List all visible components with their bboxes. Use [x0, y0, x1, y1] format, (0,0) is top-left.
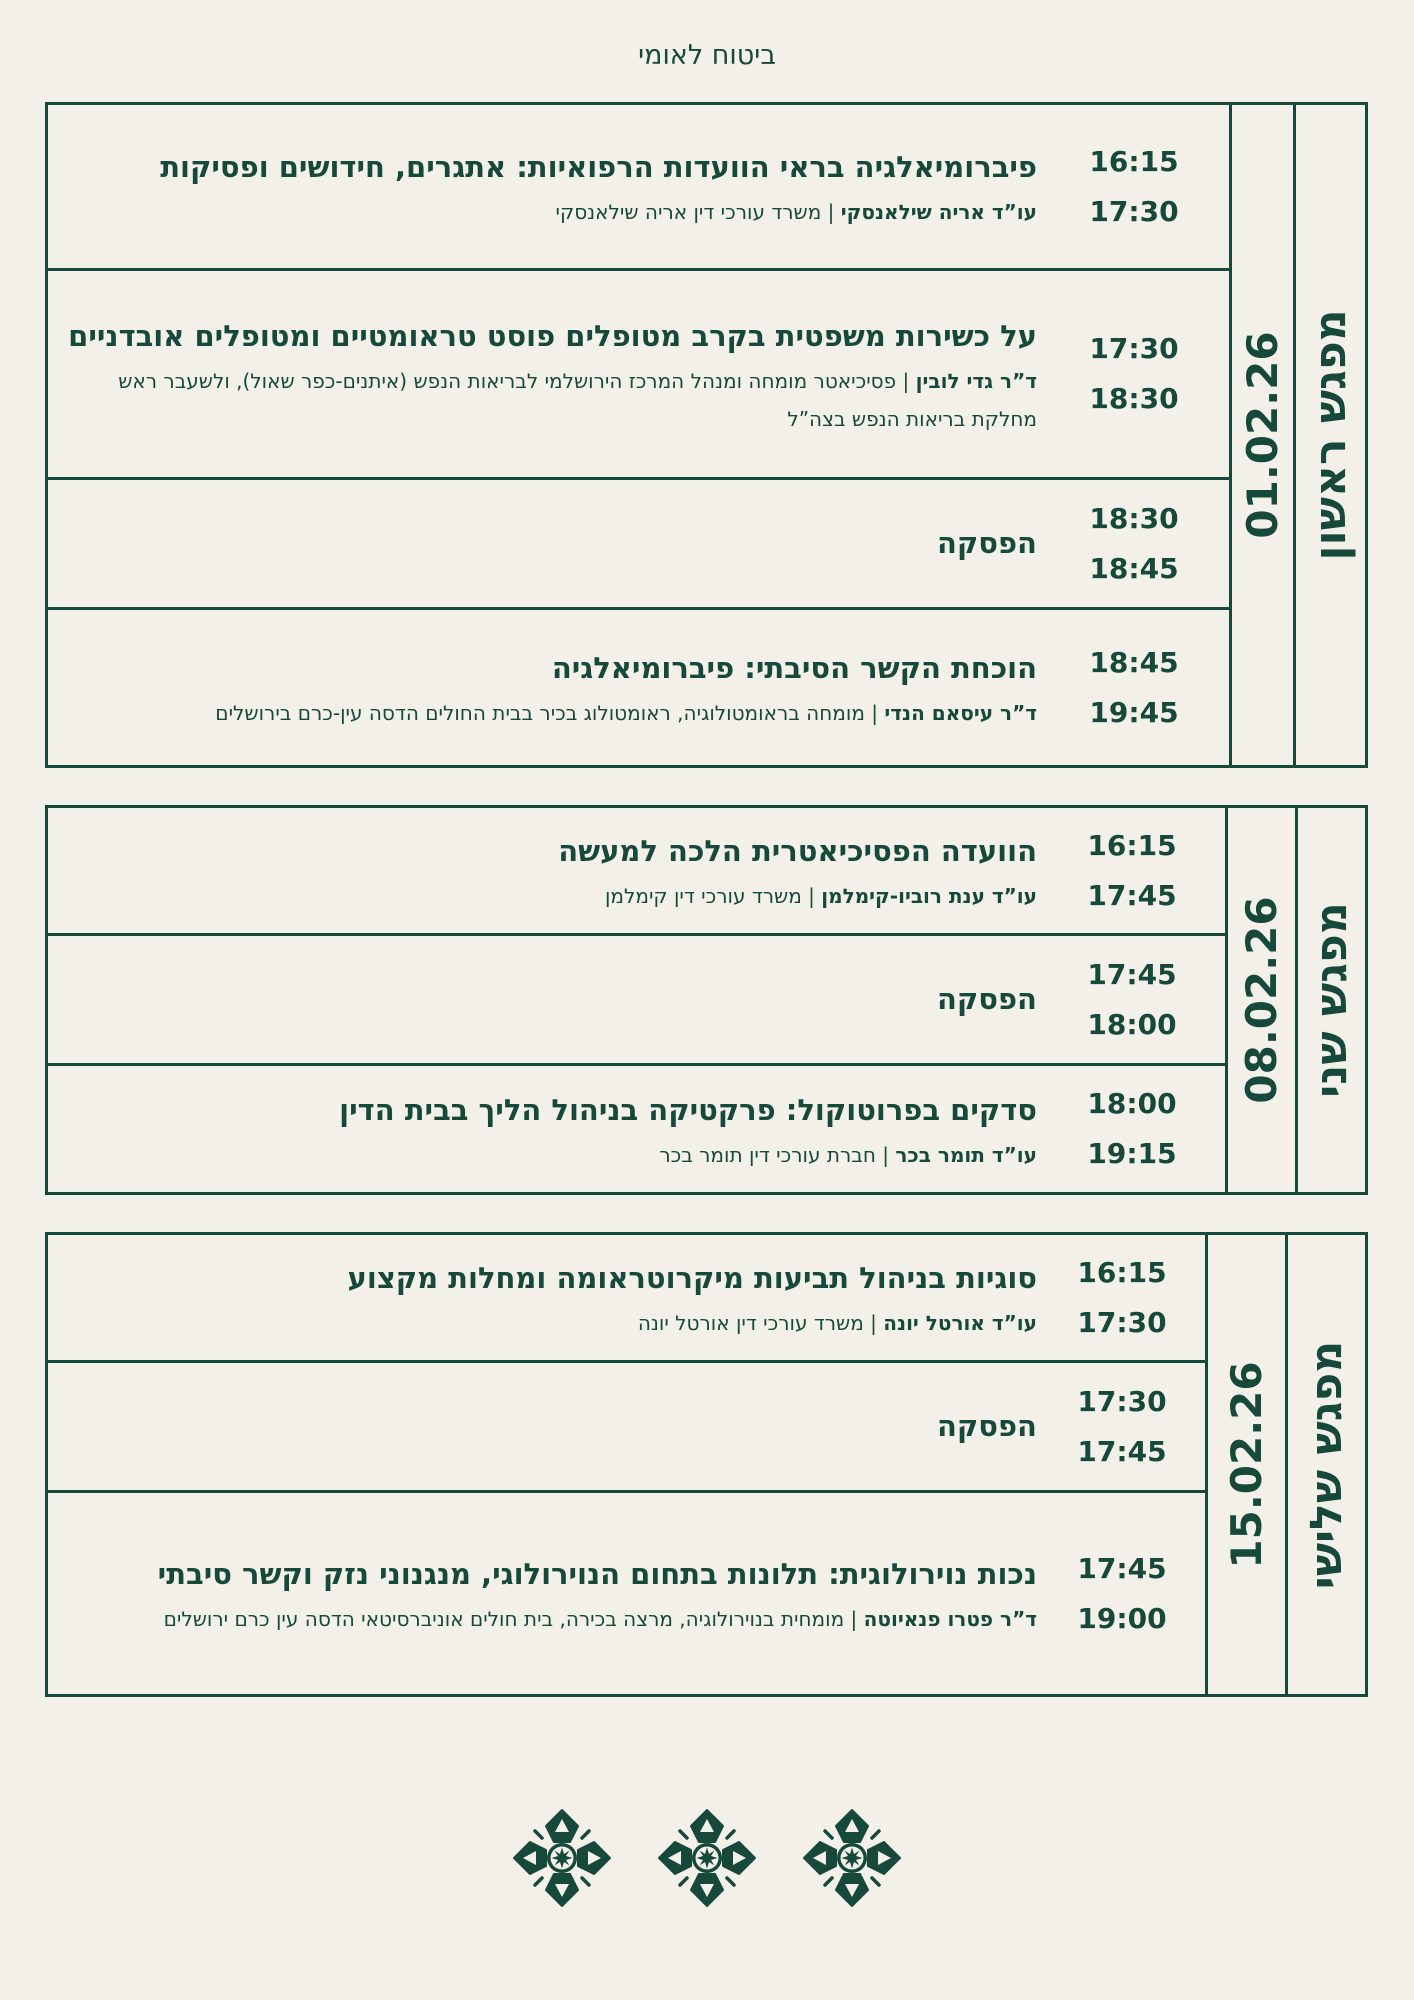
end-time: 19:00	[1077, 1601, 1167, 1635]
lecture-title: הוועדה הפסיכיאטרית הלכה למעשה	[558, 834, 1037, 868]
end-time: 18:45	[1089, 551, 1179, 585]
lecture-details	[48, 301, 1039, 448]
schedule	[45, 102, 1368, 1734]
time-range	[1039, 1377, 1205, 1477]
speaker-affiliation: משרד עורכי דין קימלמן	[604, 884, 802, 908]
ornament-icon	[802, 1808, 902, 1908]
break-details	[48, 508, 1039, 579]
speaker-name: עו”ד ענת רוביו-קימלמן	[821, 884, 1037, 908]
separator: |	[870, 1311, 877, 1335]
schedule-row	[48, 1066, 1225, 1192]
separator: |	[882, 1142, 890, 1167]
separator: |	[871, 701, 879, 725]
speaker-affiliation: פסיכיאטר מומחה ומנהל המרכז הירושלמי לבריאות הנפש (איתנים-כפר שאול), ולשעבר ראש מחלקת בריאות הנפש בצה”ל	[118, 368, 1037, 431]
speaker-line	[64, 694, 1037, 732]
start-time: 17:45	[1077, 1551, 1167, 1585]
break-row	[48, 480, 1229, 610]
lecture-details	[48, 1539, 1039, 1648]
speaker-line	[64, 362, 1037, 438]
organization-title: ביטוח לאומי	[638, 40, 776, 71]
end-time: 19:45	[1089, 695, 1179, 729]
end-time: 19:15	[1087, 1137, 1177, 1170]
session-label: מפגש שני	[1305, 902, 1357, 1098]
end-time: 18:30	[1089, 382, 1179, 415]
time-range	[1039, 324, 1229, 424]
session-label-column	[1293, 105, 1365, 765]
session-3	[45, 1232, 1368, 1697]
schedule-row	[48, 1235, 1205, 1363]
lecture-title: פיברומיאלגיה בראי הוועדות הרפואיות: אתגרים, חידושים ופסיקות	[160, 150, 1037, 184]
session-label: מפגש שלישי	[1300, 1340, 1352, 1589]
start-time: 17:45	[1087, 957, 1177, 991]
session-rows	[48, 808, 1225, 1192]
session-rows	[48, 1235, 1205, 1694]
ornament-icon	[512, 1808, 612, 1908]
speaker-name: עו”ד תומר בכר	[895, 1142, 1037, 1167]
separator: |	[902, 368, 910, 393]
start-time: 18:00	[1087, 1087, 1177, 1120]
schedule-row	[48, 105, 1229, 271]
start-time: 16:15	[1089, 144, 1179, 178]
lecture-title: סוגיות בניהול תביעות מיקרוטראומה ומחלות מקצוע	[347, 1261, 1037, 1295]
speaker-name: עו”ד אריה שילאנסקי	[840, 200, 1037, 224]
session-date-column	[1225, 808, 1295, 1192]
break-details	[48, 964, 1039, 1035]
start-time: 17:30	[1089, 332, 1179, 365]
lecture-title: על כשירות משפטית בקרב מטופלים פוסט טראומטיים ומטופלים אובדניים	[68, 318, 1037, 353]
speaker-name: ד”ר עיסאם הנדי	[884, 701, 1037, 725]
time-range	[1039, 1079, 1225, 1179]
speaker-name: ד”ר פטרו פנאיוטה	[863, 1607, 1037, 1631]
session-label-column	[1295, 808, 1365, 1192]
start-time: 18:30	[1089, 501, 1179, 535]
break-title: הפסקה	[937, 1409, 1037, 1443]
lecture-details	[48, 1243, 1039, 1352]
end-time: 17:45	[1077, 1434, 1167, 1468]
speaker-line	[64, 1304, 1037, 1342]
footer-ornaments	[0, 1808, 1414, 1908]
schedule-row	[48, 1493, 1205, 1694]
time-range	[1039, 1248, 1205, 1348]
lecture-details	[48, 1075, 1039, 1184]
speaker-affiliation: חברת עורכי דין תומר בכר	[659, 1142, 876, 1167]
break-title: הפסקה	[937, 982, 1037, 1016]
session-label: מפגש ראשון	[1304, 309, 1356, 561]
schedule-row	[48, 610, 1229, 765]
session-date-column	[1229, 105, 1293, 765]
time-range	[1039, 1544, 1205, 1644]
break-details	[48, 1391, 1039, 1462]
end-time: 17:30	[1077, 1305, 1167, 1339]
speaker-line	[64, 193, 1037, 231]
speaker-affiliation: מומחה בראומטולוגיה, ראומטולוג בכיר בבית החולים הדסה עין-כרם בירושלים	[215, 701, 865, 725]
end-time: 17:30	[1089, 194, 1179, 228]
lecture-title: נכות נוירולוגית: תלונות בתחום הנוירולוגי, מנגנוני נזק וקשר סיבתי	[157, 1557, 1037, 1591]
separator: |	[850, 1607, 858, 1631]
start-time: 16:15	[1087, 828, 1177, 862]
start-time: 18:45	[1089, 645, 1179, 679]
session-date-column	[1205, 1235, 1285, 1694]
lecture-title: סדקים בפרוטוקול: פרקטיקה בניהול הליך בבית הדין	[339, 1092, 1037, 1127]
time-range	[1039, 821, 1225, 921]
session-rows	[48, 105, 1229, 765]
schedule-row	[48, 808, 1225, 936]
time-range	[1039, 638, 1229, 738]
start-time: 16:15	[1077, 1255, 1167, 1289]
speaker-affiliation: משרד עורכי דין אריה שילאנסקי	[555, 200, 822, 224]
lecture-title: הוכחת הקשר הסיבתי: פיברומיאלגיה	[551, 651, 1037, 685]
lecture-details	[48, 633, 1039, 742]
schedule-row	[48, 271, 1229, 480]
session-date: 15.02.26	[1221, 1360, 1271, 1569]
session-label-column	[1285, 1235, 1365, 1694]
speaker-affiliation: מומחית בנוירולוגיה, מרצה בכירה, בית חולים אוניברסיטאי הדסה עין כרם ירושלים	[163, 1607, 845, 1631]
session-date: 08.02.26	[1236, 896, 1286, 1104]
speaker-line	[64, 877, 1037, 915]
speaker-name: עו”ד אורטל יונה	[883, 1311, 1037, 1335]
time-range	[1039, 494, 1229, 594]
speaker-line	[64, 1136, 1037, 1174]
session-2	[45, 805, 1368, 1195]
speaker-affiliation: משרד עורכי דין אורטל יונה	[637, 1311, 864, 1335]
break-title: הפסקה	[937, 526, 1037, 560]
end-time: 18:00	[1087, 1007, 1177, 1041]
session-date: 01.02.26	[1237, 331, 1287, 539]
speaker-name: ד”ר גדי לובין	[915, 368, 1037, 393]
break-row	[48, 1363, 1205, 1493]
ornament-icon	[657, 1808, 757, 1908]
lecture-details	[48, 816, 1039, 925]
session-1	[45, 102, 1368, 768]
speaker-line	[64, 1600, 1037, 1638]
time-range	[1039, 137, 1229, 237]
lecture-details	[48, 132, 1039, 241]
separator: |	[808, 884, 815, 908]
separator: |	[827, 200, 835, 224]
break-row	[48, 936, 1225, 1066]
end-time: 17:45	[1087, 878, 1177, 912]
start-time: 17:30	[1077, 1384, 1167, 1418]
time-range	[1039, 950, 1225, 1050]
